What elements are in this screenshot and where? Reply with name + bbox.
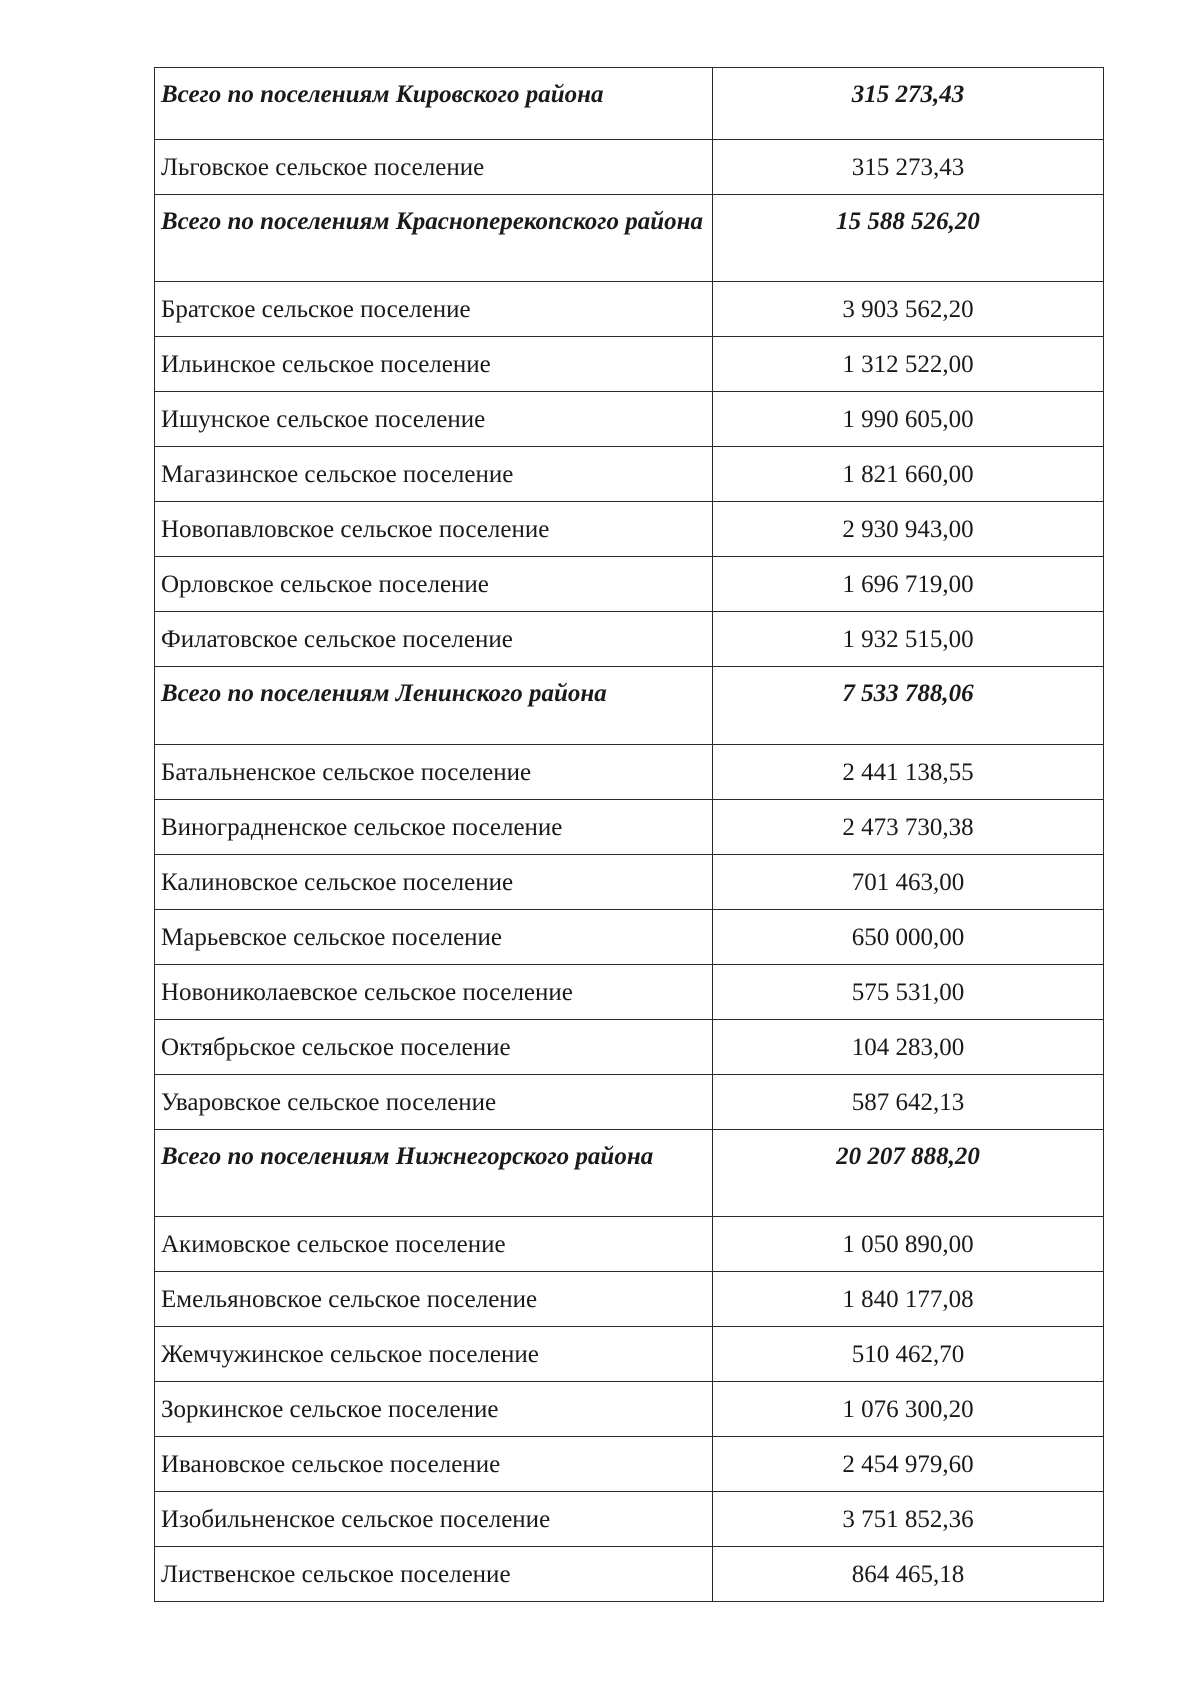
amount: 1 840 177,08 xyxy=(713,1272,1104,1327)
table-row xyxy=(155,1217,1104,1272)
settlement-name: Льговское сельское поселение xyxy=(155,140,713,195)
table-row xyxy=(155,800,1104,855)
settlement-name: Лиственское сельское поселение xyxy=(155,1547,713,1602)
settlement-name: Зоркинское сельское поселение xyxy=(155,1382,713,1437)
settlement-name: Акимовское сельское поселение xyxy=(155,1217,713,1272)
settlements-budget-table xyxy=(154,67,1104,1602)
table-row xyxy=(155,502,1104,557)
table-row xyxy=(155,1075,1104,1130)
district-total-row xyxy=(155,667,1104,745)
table-row xyxy=(155,282,1104,337)
settlement-name: Всего по поселениям Ленинского района xyxy=(155,667,713,745)
amount: 575 531,00 xyxy=(713,965,1104,1020)
table-row xyxy=(155,447,1104,502)
settlement-name: Изобильненское сельское поселение xyxy=(155,1492,713,1547)
settlement-name: Марьевское сельское поселение xyxy=(155,910,713,965)
table-row xyxy=(155,1547,1104,1602)
table-row xyxy=(155,337,1104,392)
table-row xyxy=(155,1020,1104,1075)
amount: 315 273,43 xyxy=(713,140,1104,195)
table-row xyxy=(155,392,1104,447)
amount: 104 283,00 xyxy=(713,1020,1104,1075)
amount: 2 441 138,55 xyxy=(713,745,1104,800)
amount: 2 454 979,60 xyxy=(713,1437,1104,1492)
settlement-name: Всего по поселениям Нижнегорского района xyxy=(155,1130,713,1217)
amount: 7 533 788,06 xyxy=(713,667,1104,745)
amount: 701 463,00 xyxy=(713,855,1104,910)
table-row xyxy=(155,745,1104,800)
amount: 1 821 660,00 xyxy=(713,447,1104,502)
table-row xyxy=(155,1382,1104,1437)
settlement-name: Калиновское сельское поселение xyxy=(155,855,713,910)
table-row xyxy=(155,140,1104,195)
amount: 315 273,43 xyxy=(713,68,1104,140)
amount: 587 642,13 xyxy=(713,1075,1104,1130)
table-row xyxy=(155,855,1104,910)
settlement-name: Филатовское сельское поселение xyxy=(155,612,713,667)
table-row xyxy=(155,965,1104,1020)
settlement-name: Емельяновское сельское поселение xyxy=(155,1272,713,1327)
table-row xyxy=(155,1437,1104,1492)
amount: 1 932 515,00 xyxy=(713,612,1104,667)
amount: 2 473 730,38 xyxy=(713,800,1104,855)
table-row xyxy=(155,1272,1104,1327)
table-row xyxy=(155,1327,1104,1382)
amount: 1 696 719,00 xyxy=(713,557,1104,612)
settlement-name: Всего по поселениям Кировского района xyxy=(155,68,713,140)
settlement-name: Октябрьское сельское поселение xyxy=(155,1020,713,1075)
amount: 20 207 888,20 xyxy=(713,1130,1104,1217)
amount: 3 903 562,20 xyxy=(713,282,1104,337)
settlement-name: Братское сельское поселение xyxy=(155,282,713,337)
settlement-name: Ивановское сельское поселение xyxy=(155,1437,713,1492)
table-row xyxy=(155,1492,1104,1547)
settlement-name: Новопавловское сельское поселение xyxy=(155,502,713,557)
amount: 1 076 300,20 xyxy=(713,1382,1104,1437)
amount: 3 751 852,36 xyxy=(713,1492,1104,1547)
table-row xyxy=(155,910,1104,965)
amount: 1 312 522,00 xyxy=(713,337,1104,392)
settlement-name: Орловское сельское поселение xyxy=(155,557,713,612)
amount: 2 930 943,00 xyxy=(713,502,1104,557)
settlement-name: Ильинское сельское поселение xyxy=(155,337,713,392)
amount: 1 050 890,00 xyxy=(713,1217,1104,1272)
table-row xyxy=(155,612,1104,667)
amount: 510 462,70 xyxy=(713,1327,1104,1382)
settlement-name: Всего по поселениям Красноперекопского района xyxy=(155,195,713,282)
settlement-name: Магазинское сельское поселение xyxy=(155,447,713,502)
settlement-name: Виноградненское сельское поселение xyxy=(155,800,713,855)
amount: 15 588 526,20 xyxy=(713,195,1104,282)
district-total-row xyxy=(155,1130,1104,1217)
settlement-name: Жемчужинское сельское поселение xyxy=(155,1327,713,1382)
table-row xyxy=(155,557,1104,612)
settlement-name: Ишунское сельское поселение xyxy=(155,392,713,447)
district-total-row xyxy=(155,68,1104,140)
amount: 1 990 605,00 xyxy=(713,392,1104,447)
district-total-row xyxy=(155,195,1104,282)
amount: 864 465,18 xyxy=(713,1547,1104,1602)
table-body xyxy=(155,68,1104,1602)
settlement-name: Батальненское сельское поселение xyxy=(155,745,713,800)
settlement-name: Новониколаевское сельское поселение xyxy=(155,965,713,1020)
amount: 650 000,00 xyxy=(713,910,1104,965)
settlement-name: Уваровское сельское поселение xyxy=(155,1075,713,1130)
